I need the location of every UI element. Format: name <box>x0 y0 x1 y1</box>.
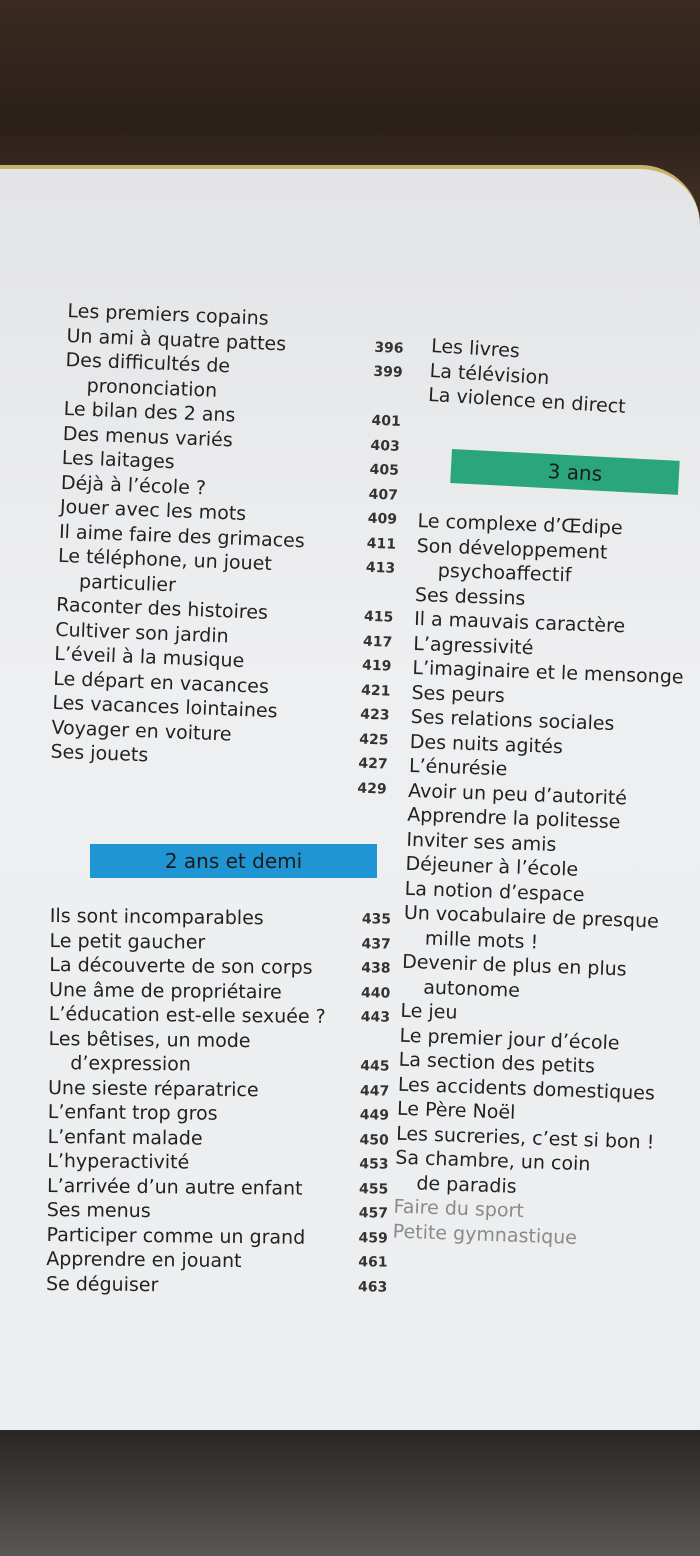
toc-entry <box>46 1247 391 1275</box>
toc-entry-title: Devenir de plus en plus <box>401 950 628 981</box>
toc-entry <box>47 1173 392 1201</box>
toc-entry-title: Ils sont incomparables <box>49 904 264 930</box>
toc-entry-title: Jouer avec les mots <box>59 495 247 525</box>
toc-entry-title: prononciation <box>86 374 218 402</box>
toc-entry <box>48 1051 393 1079</box>
toc-entry-title: Raconter des histoires <box>55 593 269 624</box>
toc-entry-title: psychoaffectif <box>437 559 572 587</box>
toc-entry-page: 421 <box>360 682 391 700</box>
toc-entry-title: La section des petits <box>398 1048 596 1078</box>
toc-entry-page: 437 <box>361 935 391 953</box>
toc-entry-title: Un vocabulaire de presque <box>403 901 660 933</box>
toc-entry-title: Déjà à l’école ? <box>60 471 207 499</box>
toc-entry-title: Il aime faire des grimaces <box>58 520 306 552</box>
toc-entry-title: Apprendre en jouant <box>46 1247 242 1273</box>
toc-entry-title: L’hyperactivité <box>47 1149 190 1174</box>
toc-entry <box>46 1222 391 1250</box>
toc-entry-title: L’éducation est-elle sexuée ? <box>48 1002 326 1028</box>
toc-entry-page: 440 <box>361 984 391 1002</box>
toc-entry-title: Les livres <box>430 334 521 363</box>
toc-entry-title: Le téléphone, un jouet <box>57 544 273 576</box>
toc-entry-title: Son développement <box>416 534 608 564</box>
toc-entry-title: Ses menus <box>46 1198 151 1223</box>
toc-entry-page: 415 <box>363 608 394 626</box>
toc-entry-page: 457 <box>358 1205 389 1222</box>
toc-entry-title: Une âme de propriétaire <box>48 978 282 1003</box>
toc-entry-page: 407 <box>368 486 399 504</box>
toc-entry-page: 429 <box>357 779 387 798</box>
toc-entry-page: 413 <box>365 559 396 577</box>
section-header-2-ans-et-demi <box>90 844 377 878</box>
toc-entry-page: 423 <box>359 706 390 724</box>
toc-entry-page: 409 <box>367 510 398 528</box>
toc-entry <box>48 1026 393 1054</box>
toc-entry-title: Le jeu <box>400 999 458 1024</box>
toc-entry-title: La découverte de son corps <box>49 953 313 979</box>
toc-entry-page: 450 <box>359 1131 389 1149</box>
toc-entry-page: 417 <box>362 633 393 651</box>
toc-entry-title: L’énurésie <box>408 754 508 781</box>
toc-entry-title: La télévision <box>429 359 550 389</box>
toc-entry-page: 435 <box>361 911 392 928</box>
toc-entry-title: d’expression <box>70 1052 192 1076</box>
toc-entry-title: Cultiver son jardin <box>54 618 230 647</box>
toc-entry-title: Les bêtises, un mode <box>48 1027 251 1052</box>
toc-entry <box>50 904 395 932</box>
toc-entry-title: Voyager en voiture <box>51 716 232 746</box>
toc-column-right-bottom <box>392 509 699 1253</box>
toc-entry-title: L’éveil à la musique <box>53 642 245 673</box>
toc-entry-title: mille mots ! <box>424 927 539 953</box>
toc-entry-title: Des difficultés de <box>65 348 231 378</box>
toc-entry-title: L’enfant malade <box>47 1125 203 1150</box>
toc-entry-page: 461 <box>358 1254 388 1271</box>
toc-entry-title: Ses relations sociales <box>410 705 615 735</box>
toc-entry-page: 459 <box>358 1229 388 1247</box>
toc-entry-title: Le premier jour d’école <box>399 1024 620 1054</box>
toc-entry-title: particulier <box>78 570 177 596</box>
toc-entry-title: Inviter ses amis <box>406 828 557 856</box>
toc-entry-title: La violence en direct <box>427 383 627 418</box>
toc-entry-page: 427 <box>358 755 388 773</box>
toc-entry-title: L’enfant trop gros <box>47 1100 218 1125</box>
toc-entry <box>46 1271 391 1299</box>
toc-entry-title: La notion d’espace <box>404 877 585 906</box>
toc-entry-title: Un ami à quatre pattes <box>66 324 287 355</box>
toc-entry-title: Se déguiser <box>45 1272 159 1296</box>
toc-entry-title: Participer comme un grand <box>46 1223 306 1249</box>
toc-entry-page: 425 <box>359 731 389 749</box>
toc-entry-title: Apprendre la politesse <box>406 803 621 834</box>
table-surface <box>0 1430 700 1556</box>
book-page <box>0 165 700 1434</box>
toc-entry-page: 443 <box>360 1009 391 1026</box>
toc-entry-title: Ses dessins <box>414 583 526 610</box>
toc-column-left-bottom <box>46 904 395 1300</box>
section-title: 3 ans <box>547 459 603 486</box>
toc-entry-page: 419 <box>361 657 392 675</box>
toc-entry-page: 438 <box>361 960 391 977</box>
toc-column-right-top <box>428 334 700 424</box>
toc-entry <box>47 1124 392 1152</box>
toc-entry-title: Les sucreries, c’est si bon ! <box>395 1122 655 1154</box>
toc-entry-page: 405 <box>369 461 400 479</box>
toc-entry-page: 401 <box>371 412 402 430</box>
toc-entry <box>47 1198 392 1226</box>
toc-entry-title: Faire du sport <box>393 1195 525 1223</box>
toc-entry-title: Les vacances lointaines <box>52 691 278 723</box>
toc-entry-title: Avoir un peu d’autorité <box>407 779 628 809</box>
toc-entry-page: 403 <box>370 437 401 455</box>
toc-entry-page: 447 <box>359 1082 390 1100</box>
toc-entry-title: L’agressivité <box>412 632 534 659</box>
toc-entry <box>49 1002 394 1030</box>
toc-entry <box>49 953 394 981</box>
toc-entry <box>49 977 394 1005</box>
toc-entry-title: L’arrivée d’un autre enfant <box>46 1174 303 1200</box>
toc-entry-title: Les premiers copains <box>67 299 270 330</box>
toc-entry-title: Déjeuner à l’école <box>405 852 579 881</box>
section-title: 2 ans et demi <box>164 849 303 873</box>
toc-entry-page: 463 <box>357 1278 388 1296</box>
toc-entry-title: autonome <box>422 975 521 1002</box>
toc-entry <box>49 928 394 956</box>
toc-entry-title: L’imaginaire et le mensonge <box>412 656 684 689</box>
toc-entry-title: Les laitages <box>61 446 176 474</box>
toc-entry <box>48 1100 393 1128</box>
toc-column-left-top <box>49 299 408 802</box>
toc-entry-title: Le Père Noël <box>396 1097 516 1124</box>
toc-entry-title: Petite gymnastique <box>392 1220 578 1249</box>
toc-entry <box>47 1149 392 1177</box>
toc-entry-title: Les accidents domestiques <box>397 1073 656 1105</box>
toc-entry-title: Le bilan des 2 ans <box>63 397 236 427</box>
toc-entry-title: Sa chambre, un coin <box>394 1146 591 1176</box>
toc-entry-title: Le complexe d’Œdipe <box>417 509 624 540</box>
toc-entry-title: Ses peurs <box>411 681 506 707</box>
toc-entry-page: 396 <box>374 339 404 357</box>
toc-entry-page: 449 <box>359 1107 390 1124</box>
toc-entry-page: 399 <box>373 363 403 381</box>
toc-entry-page: 455 <box>358 1180 389 1198</box>
toc-entry-page: 411 <box>366 535 397 553</box>
section-header-3-ans <box>450 449 679 495</box>
toc-entry-title: Le départ en vacances <box>53 667 270 698</box>
toc-entry-page: 445 <box>360 1058 390 1075</box>
toc-entry-title: de paradis <box>416 1171 517 1198</box>
toc-entry-title: Des menus variés <box>62 422 234 451</box>
toc-entry-title: Le petit gaucher <box>49 929 206 954</box>
toc-entry-title: Une sieste réparatrice <box>47 1076 259 1101</box>
toc-entry <box>48 1075 393 1103</box>
toc-entry-title: Des nuits agités <box>409 730 564 758</box>
toc-entry-page: 453 <box>359 1156 389 1173</box>
toc-entry-title: Ses jouets <box>50 740 149 767</box>
toc-entry-title: Il a mauvais caractère <box>413 607 626 638</box>
